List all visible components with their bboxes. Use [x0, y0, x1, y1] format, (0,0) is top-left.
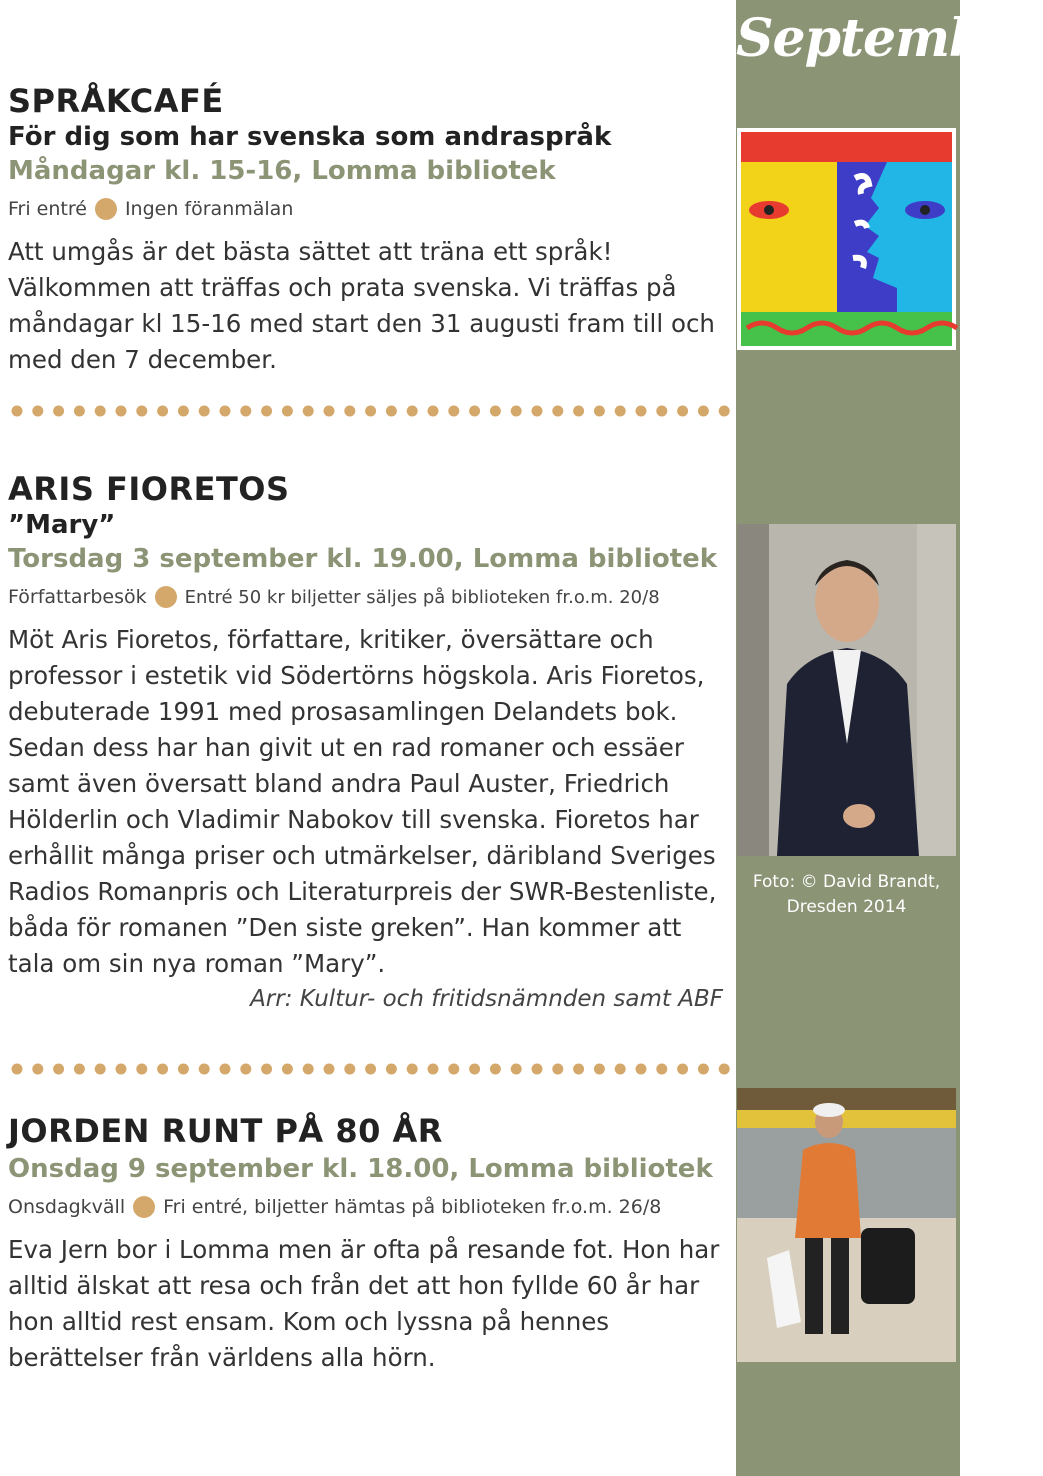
jorden-info — [8, 1196, 723, 1218]
divider-dot — [677, 1064, 688, 1075]
divider-dot — [178, 406, 189, 417]
divider-dot — [220, 406, 231, 417]
divider-dot — [407, 406, 418, 417]
divider-dot — [344, 1064, 355, 1075]
divider-dot — [157, 406, 168, 417]
jorden-info-right: Fri entré, biljetter hämtas på biblioteken fr.o.m. 26/8 — [163, 1196, 662, 1218]
sprakcafe-info — [8, 198, 723, 220]
sprakcafe-title: SPRÅKCAFÉ — [8, 82, 224, 120]
divider-dot — [303, 1064, 314, 1075]
divider-dot — [365, 1064, 376, 1075]
divider-dot — [594, 1064, 605, 1075]
divider-dot — [428, 406, 439, 417]
divider-dot — [677, 406, 688, 417]
divider-dot — [95, 406, 106, 417]
divider-dot — [32, 406, 43, 417]
divider-dot — [220, 1064, 231, 1075]
divider-dot — [552, 406, 563, 417]
divider-dot — [698, 406, 709, 417]
divider-dot — [12, 1064, 23, 1075]
divider-dot — [365, 406, 376, 417]
divider-dot — [324, 406, 335, 417]
divider-dot — [469, 406, 480, 417]
aris-body: Möt Aris Fioretos, författare, kritiker, översättare och professor i estetik vid Södertörns högskola. Aris Fioretos, debuterade 1991 med prosasamlingen Delandets bok. Sedan dess har han givit ut en rad romaner och essäer samt även översatt bland andra Paul Auster, Friedrich Hölderlin och Vladimir Nabokov till svenska. Fioretos har erhållit många priser och utmärkelser, däribland Sveriges Radios Romanpris och Literaturpreis der SWR-Bestenliste, båda för romanen ”Den siste greken”. Han kommer att tala om sin nya roman ”Mary”. — [8, 625, 717, 978]
divider-dot — [74, 1064, 85, 1075]
jorden-title: JORDEN RUNT PÅ 80 ÅR — [8, 1112, 443, 1150]
divider-dot — [636, 406, 647, 417]
divider-dot — [719, 406, 730, 417]
divider-dot — [53, 1064, 64, 1075]
divider-dot — [448, 406, 459, 417]
divider-dot — [199, 406, 210, 417]
jorden-info-left: Onsdagkväll — [8, 1196, 126, 1218]
traveller-photo — [737, 1088, 956, 1362]
aris-info-right: Entré 50 kr biljetter säljes på biblioteken fr.o.m. 20/8 — [184, 586, 660, 608]
author-photo — [737, 524, 956, 856]
divider-dot — [116, 1064, 127, 1075]
aris-info-left: Författarbesök — [8, 586, 147, 608]
aris-subtitle: ”Mary” — [8, 510, 116, 540]
divider-dot — [74, 406, 85, 417]
divider-dot — [511, 406, 522, 417]
divider-dot — [324, 1064, 335, 1075]
divider-dot — [303, 406, 314, 417]
divider-dot — [407, 1064, 418, 1075]
aris-organizer: Arr: Kultur- och fritidsnämnden samt ABF — [250, 986, 723, 1012]
divider-dot — [136, 1064, 147, 1075]
divider-dot — [157, 1064, 168, 1075]
bullet-dot-icon — [133, 1196, 155, 1218]
divider-dot — [490, 1064, 501, 1075]
divider-dot — [199, 1064, 210, 1075]
section-aris-fioretos — [8, 470, 723, 1012]
divider-dot — [282, 1064, 293, 1075]
divider-dot — [344, 406, 355, 417]
divider-dot — [552, 1064, 563, 1075]
aris-title: ARIS FIORETOS — [8, 470, 290, 508]
month-heading: September — [736, 8, 1043, 69]
divider-dot — [53, 406, 64, 417]
divider-dot — [656, 1064, 667, 1075]
divider-dot — [178, 1064, 189, 1075]
dotted-divider-icon — [10, 1062, 725, 1076]
divider-dot — [511, 1064, 522, 1075]
photo-credit — [737, 870, 956, 920]
divider-dot — [490, 406, 501, 417]
divider-dot — [136, 406, 147, 417]
divider-dot — [698, 1064, 709, 1075]
divider-dot — [386, 1064, 397, 1075]
divider-dot — [615, 406, 626, 417]
sprakcafe-subtitle: För dig som har svenska som andraspråk — [8, 122, 612, 152]
divider-dot — [656, 406, 667, 417]
divider-dot — [386, 406, 397, 417]
divider-dot — [261, 1064, 272, 1075]
aris-info — [8, 586, 723, 608]
theatre-faces-logo-icon — [737, 128, 956, 350]
divider-dot — [615, 1064, 626, 1075]
divider-dot — [532, 1064, 543, 1075]
divider-dot — [261, 406, 272, 417]
divider-dot — [116, 406, 127, 417]
divider-dot — [594, 406, 605, 417]
divider-dot — [12, 406, 23, 417]
photo-credit-line2: Dresden 2014 — [786, 897, 907, 917]
sprakcafe-body: Att umgås är det bästa sättet att träna ett språk! Välkommen att träffas och prata svenska. Vi träffas på måndagar kl 15-16 med start den 31 augusti fram till och med den 7 december. — [8, 237, 715, 374]
divider-dot — [469, 1064, 480, 1075]
sprakcafe-info-left: Fri entré — [8, 198, 87, 220]
photo-credit-line1: Foto: © David Brandt, — [752, 872, 941, 892]
bullet-dot-icon — [155, 586, 177, 608]
divider-dot — [95, 1064, 106, 1075]
divider-dot — [282, 406, 293, 417]
divider-dot — [428, 1064, 439, 1075]
divider-dot — [636, 1064, 647, 1075]
divider-dot — [240, 1064, 251, 1075]
sprakcafe-when: Måndagar kl. 15-16, Lomma bibliotek — [8, 156, 556, 186]
divider-dot — [240, 406, 251, 417]
bullet-dot-icon — [95, 198, 117, 220]
section-sprakcafe — [8, 82, 723, 378]
jorden-when: Onsdag 9 september kl. 18.00, Lomma bibliotek — [8, 1154, 713, 1184]
jorden-body: Eva Jern bor i Lomma men är ofta på resande fot. Hon har alltid älskat att resa och från det att hon fyllde 60 år har hon alltid rest ensam. Kom och lyssna på hennes berättelser från världens alla hörn. — [8, 1235, 720, 1372]
dotted-divider-icon — [10, 404, 725, 418]
divider-dot — [573, 406, 584, 417]
divider-dot — [719, 1064, 730, 1075]
divider-dot — [32, 1064, 43, 1075]
divider-dot — [448, 1064, 459, 1075]
sprakcafe-info-right: Ingen föranmälan — [124, 198, 294, 220]
aris-when: Torsdag 3 september kl. 19.00, Lomma bibliotek — [8, 544, 718, 574]
divider-dot — [532, 406, 543, 417]
section-jorden-runt — [8, 1112, 723, 1376]
divider-dot — [573, 1064, 584, 1075]
